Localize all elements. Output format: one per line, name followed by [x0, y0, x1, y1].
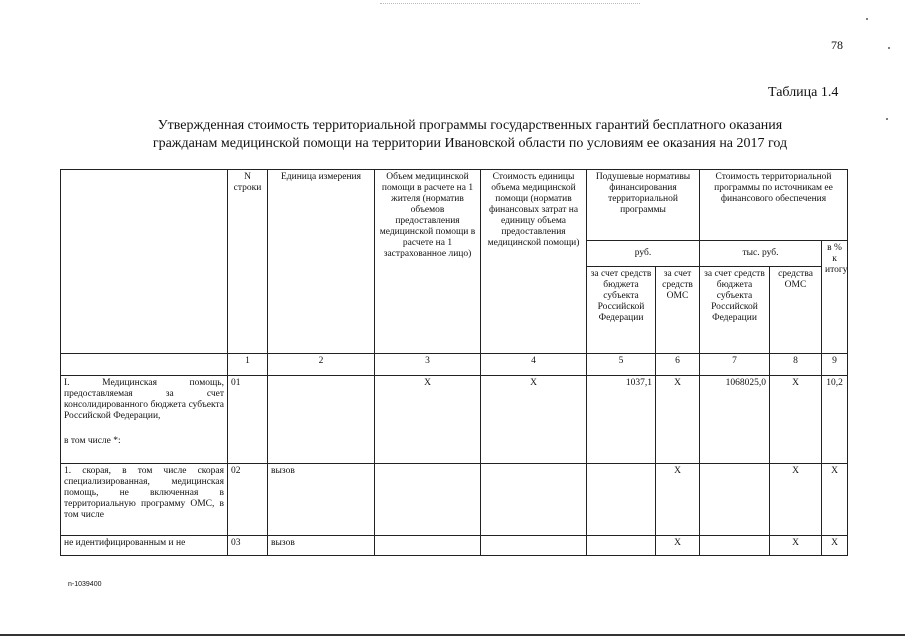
- column-number-empty: [61, 354, 228, 376]
- row-pct: 10,2: [822, 376, 848, 464]
- row-number: 03: [228, 536, 268, 556]
- row-volume: [375, 464, 481, 536]
- header-rub: руб.: [587, 241, 700, 267]
- row-cost: [481, 464, 587, 536]
- table-row: [61, 464, 848, 536]
- row-per-capita-budget: 1037,1: [587, 376, 656, 464]
- row-per-capita-oms: X: [656, 536, 700, 556]
- row-per-capita-oms: X: [656, 464, 700, 536]
- row-per-capita-budget: [587, 536, 656, 556]
- document-code: n-1039400: [68, 581, 102, 588]
- column-number: 9: [822, 354, 848, 376]
- column-number: 6: [656, 354, 700, 376]
- cost-table: [60, 169, 848, 556]
- header-unit: Единица измерения: [268, 170, 375, 354]
- scan-artifact-bottom: [0, 634, 905, 636]
- row-name: 1. скорая, в том числе скорая специализированная, медицинская помощь, не включенная в территориальную программу ОМС, в том числе: [61, 464, 228, 536]
- column-number: 3: [375, 354, 481, 376]
- document-title: [60, 117, 880, 153]
- row-total-budget: 1068025,0: [700, 376, 770, 464]
- header-oms: за счет средств ОМС: [656, 267, 700, 354]
- header-empty-cell: [61, 170, 228, 354]
- header-total: Стоимость территориальной программы по источникам ее финансового обеспечения: [700, 170, 848, 241]
- column-number-row: [61, 354, 848, 376]
- row-number: 01: [228, 376, 268, 464]
- row-name: I. Медицинская помощь, предоставляемая за счет консолидированного бюджета субъекта Российской Федерации,: [64, 378, 224, 421]
- scan-artifact-top: [380, 3, 640, 4]
- scan-speck: [886, 118, 888, 120]
- header-row-1: [61, 170, 848, 241]
- row-name: не идентифицированным и не: [61, 536, 228, 556]
- row-cost: [481, 536, 587, 556]
- header-row-no: N строки: [228, 170, 268, 354]
- row-total-oms: X: [770, 376, 822, 464]
- table-row: [61, 376, 848, 464]
- row-pct: X: [822, 464, 848, 536]
- header-volume: Объем медицинской помощи в расчете на 1 жителя (норматив объемов предоставления медицинской помощи в расчете на 1 застрахованное лицо): [375, 170, 481, 354]
- header-oms-2: средства ОМС: [770, 267, 822, 354]
- header-budget-2: за счет средств бюджета субъекта Российской Федерации: [700, 267, 770, 354]
- row-total-oms: X: [770, 536, 822, 556]
- row-total-oms: X: [770, 464, 822, 536]
- row-volume: [375, 536, 481, 556]
- table-row: [61, 536, 848, 556]
- column-number: 5: [587, 354, 656, 376]
- row-per-capita-oms: X: [656, 376, 700, 464]
- page-number: 78: [831, 38, 843, 52]
- column-number: 8: [770, 354, 822, 376]
- column-number: 4: [481, 354, 587, 376]
- column-number: 1: [228, 354, 268, 376]
- row-cost: X: [481, 376, 587, 464]
- row-per-capita-budget: [587, 464, 656, 536]
- row-unit: вызов: [268, 536, 375, 556]
- table-label: Таблица 1.4: [768, 85, 839, 100]
- row-volume: X: [375, 376, 481, 464]
- header-thous-rub: тыс. руб.: [700, 241, 822, 267]
- row-pct: X: [822, 536, 848, 556]
- column-number: 7: [700, 354, 770, 376]
- row-name-suffix: в том числе *:: [64, 436, 121, 446]
- header-budget: за счет средств бюджета субъекта Российской Федерации: [587, 267, 656, 354]
- header-per-capita: Подушевые нормативы финансирования территориальной программы: [587, 170, 700, 241]
- scan-speck: [866, 18, 868, 20]
- header-cost: Стоимость единицы объема медицинской помощи (норматив финансовых затрат на единицу объема предоставления медицинской помощи): [481, 170, 587, 354]
- row-total-budget: [700, 536, 770, 556]
- row-unit: [268, 376, 375, 464]
- scan-speck: [888, 47, 890, 49]
- row-name-cell: [61, 376, 228, 464]
- row-unit: вызов: [268, 464, 375, 536]
- title-line-1: Утвержденная стоимость территориальной программы государственных гарантий бесплатного оказания: [157, 118, 783, 133]
- header-pct-total: в % к итогу: [822, 241, 848, 354]
- row-number: 02: [228, 464, 268, 536]
- title-line-2: гражданам медицинской помощи на территории Ивановской области по условиям ее оказания на 2017 год: [152, 136, 788, 151]
- row-total-budget: [700, 464, 770, 536]
- column-number: 2: [268, 354, 375, 376]
